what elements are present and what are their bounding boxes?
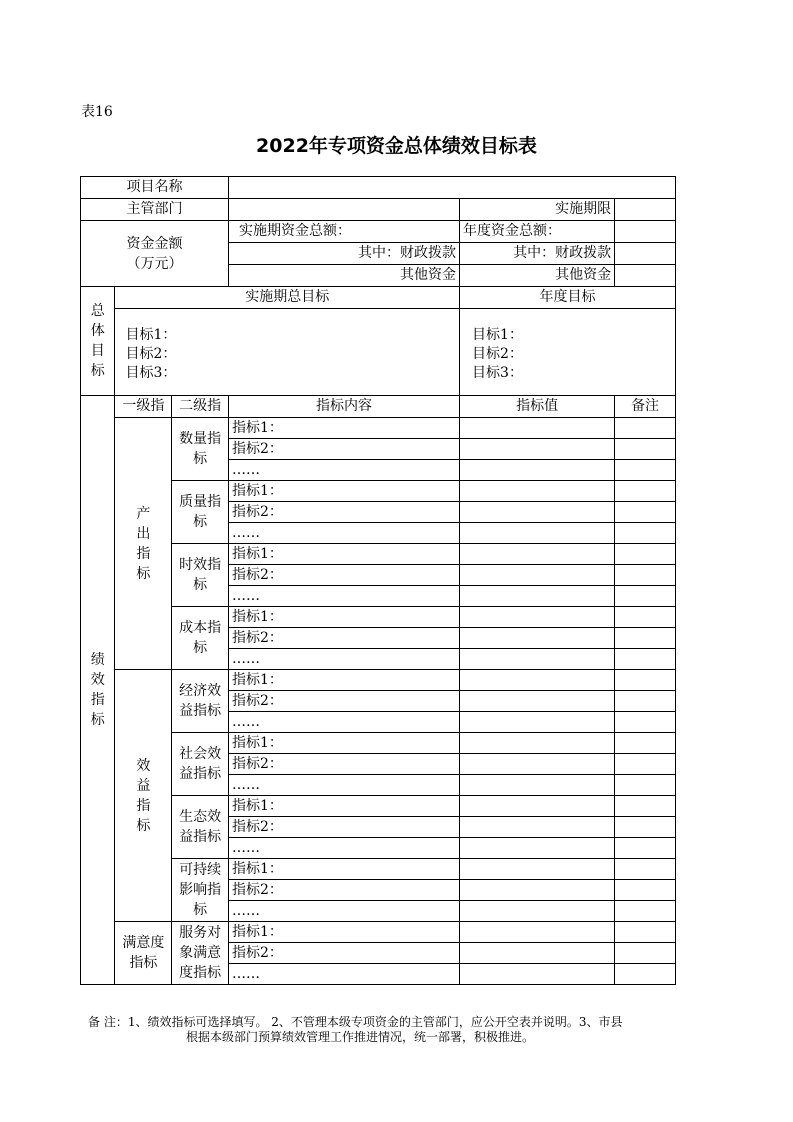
indicator-note-cell[interactable] [615,628,676,649]
indicator-content-cell[interactable]: …… [228,712,459,733]
indicator-content-cell[interactable]: …… [228,586,459,607]
indicator-content-cell[interactable]: 指标2： [228,439,459,460]
level1-indicator-label: 效益指标 [115,670,172,922]
indicator-note-cell[interactable] [615,670,676,691]
indicator-note-cell[interactable] [615,964,676,985]
indicator-note-cell[interactable] [615,796,676,817]
indicator-content-cell[interactable]: 指标2： [228,817,459,838]
indicator-note-cell[interactable] [615,838,676,859]
indicator-content-cell[interactable]: 指标2： [228,880,459,901]
indicator-value-cell[interactable] [460,691,615,712]
level1-indicator-label: 产出指标 [115,418,172,670]
annual-goal-3: 目标3： [472,364,523,381]
indicator-note-cell[interactable] [615,481,676,502]
indicator-value-cell[interactable] [460,754,615,775]
dept-label: 主管部门 [81,199,229,221]
fiscal-label-period: 其中：财政拨款 [228,243,459,265]
indicator-value-cell[interactable] [460,796,615,817]
level2-indicator-label: 生态效益指标 [172,796,229,859]
period-goal-header: 实施期总目标 [115,287,460,309]
performance-goal-table [80,176,676,985]
indicator-note-cell[interactable] [615,649,676,670]
level2-indicator-label: 经济效益指标 [172,670,229,733]
period-goal-1: 目标1： [125,326,177,343]
indicator-note-cell[interactable] [615,754,676,775]
footnote-line1: 备 注：1、绩效指标可选择填写。 2、不管理本级专项资金的主管部门，应公开空表并说明。3、市县 [88,1015,623,1029]
indicator-note-cell[interactable] [615,502,676,523]
indicator-value-cell[interactable] [460,880,615,901]
period-goal-2: 目标2： [125,345,177,362]
indicator-note-cell[interactable] [615,880,676,901]
indicator-note-cell[interactable] [615,817,676,838]
other-fund-field[interactable] [615,265,676,287]
indicator-value-cell[interactable] [460,586,615,607]
annual-goal-1: 目标1： [472,326,523,343]
indicator-content-cell[interactable]: …… [228,460,459,481]
annual-fund-field[interactable] [615,221,676,243]
indicator-content-cell[interactable]: 指标1： [228,859,459,880]
project-name-field[interactable] [228,177,675,199]
indicator-value-cell[interactable] [460,733,615,754]
level2-indicator-label: 可持续影响指标 [172,859,229,922]
level2-indicator-label: 数量指标 [172,418,229,481]
indicator-content-cell[interactable]: 指标1： [228,481,459,502]
indicator-content-cell[interactable]: …… [228,523,459,544]
annual-goal-2: 目标2： [472,345,523,362]
fund-amount-label [81,221,229,287]
annual-fund-label: 年度资金总额： [460,221,615,243]
col-level2-header: 二级指 [172,396,229,418]
period-label: 实施期限 [460,199,615,221]
fund-amount-label-line1: 资金金额 [126,235,183,252]
indicator-content-cell[interactable]: 指标1： [228,670,459,691]
indicator-row [81,670,676,691]
level2-indicator-label: 成本指标 [172,607,229,670]
indicator-value-cell[interactable] [460,817,615,838]
indicator-content-cell[interactable]: …… [228,964,459,985]
indicator-value-cell[interactable] [460,649,615,670]
indicator-content-cell[interactable]: 指标1： [228,796,459,817]
level2-indicator-label: 社会效益指标 [172,733,229,796]
indicator-content-cell[interactable]: 指标2： [228,502,459,523]
indicator-value-cell[interactable] [460,439,615,460]
indicator-note-cell[interactable] [615,418,676,439]
indicator-note-cell[interactable] [615,922,676,943]
indicator-value-cell[interactable] [460,502,615,523]
indicator-value-cell[interactable] [460,775,615,796]
indicator-note-cell[interactable] [615,565,676,586]
indicator-value-cell[interactable] [460,565,615,586]
fiscal-field[interactable] [615,243,676,265]
fund-amount-label-line2: （万元） [126,255,183,272]
indicator-value-cell[interactable] [460,544,615,565]
indicator-note-cell[interactable] [615,523,676,544]
indicator-value-cell[interactable] [460,481,615,502]
indicator-note-cell[interactable] [615,607,676,628]
other-fund-label-annual: 其他资金 [460,265,615,287]
indicator-note-cell[interactable] [615,733,676,754]
dept-field[interactable] [228,199,459,221]
indicator-value-cell[interactable] [460,901,615,922]
indicator-note-cell[interactable] [615,712,676,733]
col-content-header: 指标内容 [228,396,459,418]
indicator-content-cell[interactable]: 指标2： [228,691,459,712]
indicator-value-cell[interactable] [460,964,615,985]
total-fund-label: 实施期资金总额： [228,221,459,243]
col-value-header: 指标值 [460,396,615,418]
indicator-value-cell[interactable] [460,922,615,943]
indicator-value-cell[interactable] [460,838,615,859]
indicator-content-cell[interactable]: 指标2： [228,628,459,649]
indicator-content-cell[interactable]: …… [228,838,459,859]
indicator-note-cell[interactable] [615,775,676,796]
indicator-value-cell[interactable] [460,523,615,544]
level2-indicator-label: 服务对象满意度指标 [172,922,229,985]
indicator-row [81,418,676,439]
indicator-value-cell[interactable] [460,418,615,439]
indicator-content-cell[interactable]: 指标1： [228,607,459,628]
indicator-value-cell[interactable] [460,607,615,628]
indicator-row [81,922,676,943]
indicator-content-cell[interactable]: 指标1： [228,922,459,943]
col-note-header: 备注 [615,396,676,418]
period-field[interactable] [615,199,676,221]
indicator-value-cell[interactable] [460,859,615,880]
annual-goal-header: 年度目标 [460,287,676,309]
other-fund-label-period: 其他资金 [228,265,459,287]
indicator-note-cell[interactable] [615,544,676,565]
indicator-content-cell[interactable]: 指标1： [228,418,459,439]
project-name-label: 项目名称 [81,177,229,199]
indicator-value-cell[interactable] [460,670,615,691]
indicator-note-cell[interactable] [615,943,676,964]
level2-indicator-label: 质量指标 [172,481,229,544]
fiscal-label-annual: 其中：财政拨款 [460,243,615,265]
period-goal-3: 目标3： [125,364,177,381]
indicator-content-cell[interactable]: 指标1： [228,733,459,754]
indicator-content-cell[interactable]: 指标2： [228,565,459,586]
overall-goal-section-label: 总体目标 [81,287,115,396]
level1-indicator-label: 满意度指标 [115,922,172,985]
col-level1-header: 一级指 [115,396,172,418]
indicator-content-cell[interactable]: 指标2： [228,754,459,775]
indicator-content-cell[interactable]: 指标1： [228,544,459,565]
page-title: 2022年专项资金总体绩效目标表 [256,135,537,157]
indicator-note-cell[interactable] [615,439,676,460]
performance-indicator-section-label: 绩效指标 [81,396,115,985]
indicator-note-cell[interactable] [615,691,676,712]
indicator-content-cell[interactable]: 指标2： [228,943,459,964]
indicator-value-cell[interactable] [460,460,615,481]
indicator-note-cell[interactable] [615,901,676,922]
indicator-content-cell[interactable]: …… [228,649,459,670]
footnote [88,1015,680,1045]
annual-goals-cell[interactable] [460,309,676,396]
table-number-label: 表16 [81,104,113,120]
footnote-line2: 根据本级部门预算绩效管理工作推进情况，统一部署，积极推进。 [186,1030,535,1044]
indicator-value-cell[interactable] [460,943,615,964]
indicator-note-cell[interactable] [615,586,676,607]
indicator-value-cell[interactable] [460,712,615,733]
indicator-note-cell[interactable] [615,460,676,481]
level2-indicator-label: 时效指标 [172,544,229,607]
indicator-value-cell[interactable] [460,628,615,649]
indicator-note-cell[interactable] [615,859,676,880]
indicator-content-cell[interactable]: …… [228,775,459,796]
period-goals-cell[interactable] [115,309,460,396]
indicator-content-cell[interactable]: …… [228,901,459,922]
